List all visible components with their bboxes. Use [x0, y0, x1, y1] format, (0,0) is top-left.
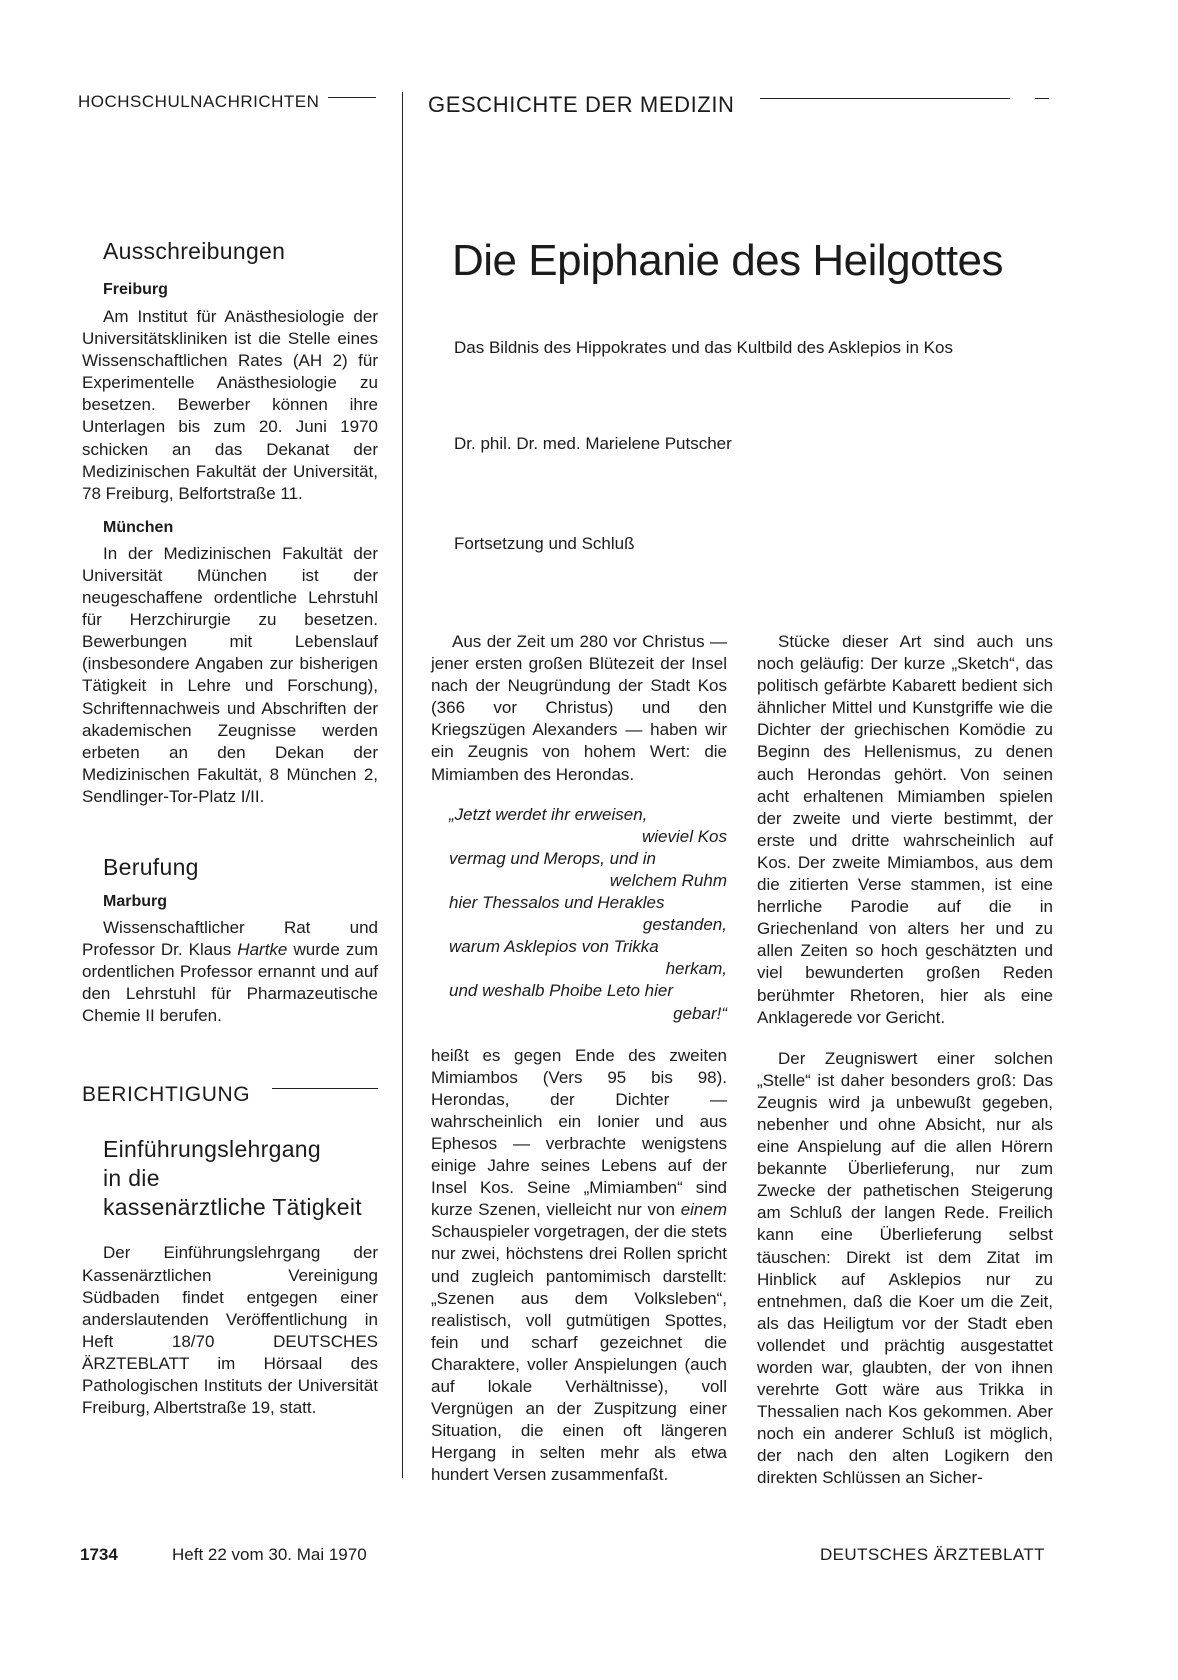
berichtigung-rule	[272, 1088, 378, 1089]
subheading-marburg: Marburg	[103, 892, 167, 910]
col1-intro	[431, 631, 727, 786]
article-column-2	[757, 631, 1053, 1490]
text-muenchen	[82, 543, 378, 808]
name-hartke: Hartke	[237, 940, 288, 960]
text-berufung	[82, 917, 378, 1027]
paragraph-col2-2: Der Zeugniswert einer solchen „Stelle“ ist daher besonders groß: Das Zeugnis wird ja unbewußt gegeben, nebenher und ohne Absicht, nur als eine Anspielung auf die allen Hörern bekannte Überlieferung, nur zum Zwecke der pathetischen Steigerung am Schluß der langen Rede. Freilich kann eine Überlieferung selbst täuschen: Direkt ist dem Zitat im Hinblick auf Asklepios nur zu entnehmen, daß die Koer um die Zeit, als das Heiligtum vor der Stadt eben vollendet und prächtig ausgestattet worden war, glaubten, der von ihnen verehrte Gott wäre aus Trikka in Thessalien nach Kos gekommen. Aber noch ein anderer Schluß ist möglich, der nach den alten Logikern den direkten Schlüssen an Sicher-	[757, 1048, 1053, 1488]
header-rule-left	[328, 97, 376, 98]
header-rule-right-end	[1035, 98, 1049, 99]
section-label-berichtigung: BERICHTIGUNG	[82, 1083, 251, 1107]
paragraph-after-poem: heißt es gegen Ende des zweiten Mimiambos (Vers 95 bis 98). Herondas, der Dichter — wahrscheinlich ein Ionier und aus Ephesos — verbrachte wenigstens einige Jahre seines Lebens auf der Insel Kos. Seine „Mimiamben“ sind kurze Szenen, vielleicht nur von einem Schauspieler vorgetragen, der die stets nur zwei, höchstens drei Rollen spricht und zugleich pantomimisch darstellt: „Szenen aus dem Volksleben“, realistisch, voll gutmütigen Spottes, fein und scharf gezeichnet die Charaktere, voller Anspielungen (auch auf lokale Verhältnisse), voll Vergnügen an der Zuspitzung einer Situation, die einen oft längeren Hergang in selten mehr als etwa hundert Versen zusammenfaßt.	[431, 1045, 727, 1485]
text-berichtigung	[82, 1242, 378, 1419]
article-column-1	[431, 631, 727, 1486]
paragraph-berichtigung: Der Einführungslehrgang der Kassenärztlichen Vereinigung Südbaden findet entgegen einer anderslautenden Veröffentlichung in Heft 18/70 DEUTSCHES ÄRZTEBLATT im Hörsaal des Pathologischen Instituts der Universität Freiburg, Albertstraße 19, statt.	[82, 1243, 378, 1418]
article-author: Dr. phil. Dr. med. Marielene Putscher	[454, 434, 732, 453]
article-continuation: Fortsetzung und Schluß	[454, 534, 635, 553]
article-title: Die Epiphanie des Heilgottes	[452, 236, 1004, 285]
heading-einfuehrungslehrgang: Einführungslehrgang in die kassenärztliche Tätigkeit	[103, 1136, 362, 1221]
page-number: 1734	[80, 1545, 118, 1564]
left-column	[82, 238, 378, 1419]
journal-name: DEUTSCHES ÄRZTEBLATT	[820, 1545, 1045, 1564]
paragraph-muenchen: In der Medizinischen Fakultät der Universität München ist der neugeschaffene ordentliche Lehrstuhl für Herzchirurgie zu besetzen. Bewerbungen mit Lebenslauf (insbesondere Angaben zur bisherigen Tätigkeit in Lehre und Forschung), Schriftennachweis und Abschriften der akademischen Zeugnisse werden erbeten an den Dekan der Medizinischen Fakultät, 8 München 2, Sendlinger-Tor-Platz I/II.	[82, 543, 378, 806]
heading-berufung: Berufung	[103, 853, 199, 880]
berichtigung-header	[82, 1083, 378, 1113]
issue-info: Heft 22 vom 30. Mai 1970	[172, 1545, 367, 1564]
paragraph-berufung: Wissenschaftlicher Rat und Professor Dr. Klaus Hartke wurde zum ordentlichen Professor ernannt und auf den Lehrstuhl für Pharmazeutische Chemie II berufen.	[82, 917, 378, 1026]
col1-after-poem	[431, 1045, 727, 1487]
section-label-geschichte: GESCHICHTE DER MEDIZIN	[428, 92, 735, 117]
paragraph-col2-1: Stücke dieser Art sind auch uns noch geläufig: Der kurze „Sketch“, das politisch gefärbte Kabarett bedient sich ähnlicher Mittel und Kunstgriffe wie die Dichter der griechischen Komödie zu Beginn des Hellenismus, zu denen auch Herondas gehört. Von seinen acht erhaltenen Mimiamben spielen der zweite und vierte bestimmt, der erste und dritte wahrscheinlich auf Kos. Der zweite Mimiambos, aus dem die zitierten Verse stammen, ist eine herrliche Parodie auf die in Griechenland von alters her und zu allen Zeiten so hoch geschätzten und viel bewunderten großen Reden berühmter Rhetoren, hier als eine Anklagerede vor Gericht.	[757, 632, 1053, 1027]
paragraph-freiburg: Am Institut für Anästhesiologie der Universitätskliniken ist die Stelle eines Wissenschaftlichen Rates (AH 2) für Experimentelle Anästhesiologie zu besetzen. Bewerber können ihre Unterlagen bis zum 20. Juni 1970 schicken an das Dekanat der Medizinischen Fakultät der Universität, 78 Freiburg, Belfortstraße 11.	[82, 307, 378, 503]
col2-text	[757, 631, 1053, 1490]
subheading-muenchen: München	[103, 518, 174, 536]
text-freiburg	[82, 306, 378, 505]
subheading-freiburg: Freiburg	[103, 281, 168, 298]
heading-ausschreibungen: Ausschreibungen	[103, 238, 286, 264]
header-rule-right	[760, 98, 1010, 99]
section-label-hochschulnachrichten: HOCHSCHULNACHRICHTEN	[78, 92, 320, 111]
column-divider	[402, 92, 403, 1478]
poem-quote: „Jetzt werdet ihr erweisen, wieviel Kos vermag und Merops, und in welchem Ruhm hier Thessalos und Herakles gestanden, warum Asklepios von Trikka herkam, und weshalb Phoibe Leto hier gebar!“	[449, 804, 727, 1023]
paragraph-intro: Aus der Zeit um 280 vor Christus — jener ersten großen Blütezeit der Insel nach der Neugründung der Stadt Kos (366 vor Christus) und den Kriegszügen Alexanders — haben wir ein Zeugnis von hohem Wert: die Mimiamben des Herondas.	[431, 632, 727, 784]
article-subtitle: Das Bildnis des Hippokrates und das Kultbild des Asklepios in Kos	[454, 338, 953, 357]
